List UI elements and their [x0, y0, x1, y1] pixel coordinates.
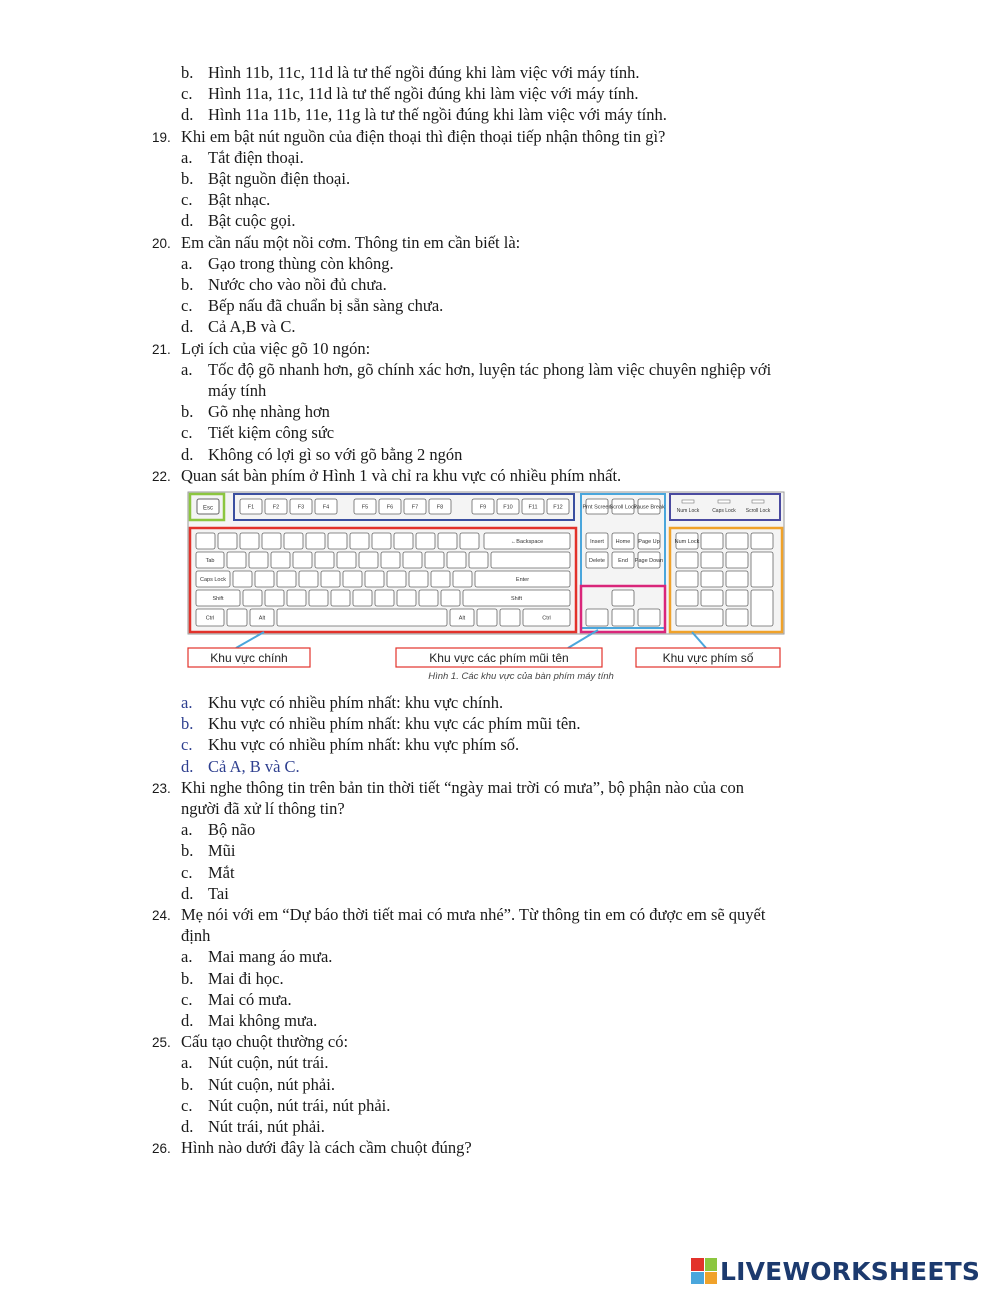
option-text: Nút cuộn, nút trái, nút phải.: [208, 1095, 391, 1115]
indicator-ind_scroll: Scroll Lock: [745, 508, 771, 514]
option-text: Tắt điện thoại.: [208, 147, 304, 167]
key: [265, 590, 284, 606]
option-label: d.: [181, 1011, 194, 1030]
key: [271, 552, 290, 568]
option-text: Nút cuộn, nút trái.: [208, 1053, 329, 1073]
key-f4-label: F4: [322, 504, 330, 511]
key: [331, 590, 350, 606]
liveworksheets-logo[interactable]: [691, 1256, 980, 1286]
option-label: d.: [181, 105, 194, 125]
key-numlock-label: Num Lock: [674, 539, 700, 545]
option-text: Hình 11a 11b, 11e, 11g là tư thế ngồi đúng khi làm việc với máy tính.: [208, 105, 667, 125]
key: [453, 571, 472, 587]
key: [387, 571, 406, 587]
question-number: 23.: [152, 780, 171, 796]
key-backspace-label: ←Backspace: [510, 539, 544, 545]
indicator-light: [682, 500, 694, 503]
option-label: b.: [181, 841, 194, 861]
key: [240, 533, 259, 549]
key-down: [612, 609, 634, 626]
key-f3-label: F3: [297, 504, 305, 511]
question-number: 20.: [152, 235, 171, 251]
option-label: a.: [181, 693, 193, 712]
key: [381, 552, 400, 568]
option-text: Không có lợi gì so với gõ bằng 2 ngón: [208, 444, 463, 464]
indicator-light: [718, 500, 730, 503]
question-number: 26.: [152, 1141, 171, 1157]
key: [676, 571, 698, 587]
key: [397, 590, 416, 606]
key-alt-left-label: Alt: [258, 615, 266, 622]
key-f11-label: F11: [528, 504, 538, 511]
option-text: Mai mang áo mưa.: [208, 947, 333, 967]
option-label: a.: [181, 820, 193, 840]
key-f2-label: F2: [272, 504, 280, 511]
key: [701, 533, 723, 549]
key-enter-label: Enter: [515, 577, 530, 583]
option-text: Khu vực có nhiều phím nhất: khu vực các phím mũi tên.: [208, 714, 581, 734]
option-label: d.: [181, 1117, 194, 1136]
option-text: Hình 11a, 11c, 11d là tư thế ngồi đúng khi làm việc với máy tính.: [208, 84, 639, 104]
key-dot: [726, 609, 748, 626]
key-win: [227, 609, 247, 626]
key-f7-label: F7: [411, 504, 419, 511]
option-text: Bộ não: [208, 820, 256, 840]
key: [726, 571, 748, 587]
option-text: Khu vực có nhiều phím nhất: khu vực phím số.: [208, 735, 520, 755]
key-space: [277, 609, 447, 626]
key: [365, 571, 384, 587]
key-plus: [751, 552, 773, 587]
option-text: Hình 11b, 11c, 11d là tư thế ngồi đúng khi làm việc với máy tính.: [208, 63, 640, 82]
key: [218, 533, 237, 549]
option-text: Mắt: [208, 862, 235, 882]
indicator-light: [752, 500, 764, 503]
option-text: Gạo trong thùng còn không.: [208, 253, 394, 273]
option-label: b.: [181, 968, 194, 988]
key: [227, 552, 246, 568]
key: [315, 552, 334, 568]
question-text: Mẹ nói với em “Dự báo thời tiết mai có mưa nhé”. Từ thông tin em có được em sẽ quyết: [181, 905, 766, 924]
option-label: b.: [181, 63, 194, 82]
key-insert-label: Insert: [590, 539, 604, 545]
key: [306, 533, 325, 549]
label-arrows-area: Khu vực các phím mũi tên: [429, 651, 569, 665]
key-f10-label: F10: [503, 504, 513, 511]
key: [701, 552, 723, 568]
key: [375, 590, 394, 606]
option-text: Gõ nhẹ nhàng hơn: [208, 402, 330, 422]
option-label: b.: [181, 402, 194, 422]
key-pgdn-label: Page Down: [634, 558, 664, 564]
question-text: Quan sát bàn phím ở Hình 1 và chỉ ra khu vực có nhiều phím nhất.: [181, 465, 622, 485]
key-tab-label: Tab: [205, 558, 215, 564]
option-label: a.: [181, 1053, 193, 1073]
option-label: b.: [181, 169, 194, 188]
option-text: Mũi: [208, 841, 236, 861]
question-text: Lợi ích của việc gõ 10 ngón:: [181, 338, 371, 358]
keyboard-figure: [186, 490, 786, 684]
question-number: 21.: [152, 341, 171, 357]
option-text: Nước cho vào nồi đủ chưa.: [208, 275, 387, 294]
key: [249, 552, 268, 568]
option-label: c.: [181, 84, 193, 104]
label-numpad-area: Khu vực phím số: [662, 651, 754, 665]
key: [409, 571, 428, 587]
question-number: 19.: [152, 129, 171, 145]
option-text: Nút cuộn, nút phải.: [208, 1074, 335, 1094]
option-label: a.: [181, 253, 193, 273]
option-label: c.: [181, 423, 193, 443]
option-text: Bật nguồn điện thoại.: [208, 169, 351, 188]
key: [359, 552, 378, 568]
brand-name: LIVEWORKSHEETS: [720, 1256, 981, 1286]
option-label: d.: [181, 211, 194, 231]
key: [309, 590, 328, 606]
key-f8-label: F8: [436, 504, 444, 511]
key-win: [477, 609, 497, 626]
key: [350, 533, 369, 549]
key-menu: [500, 609, 520, 626]
question-number: 22.: [152, 468, 171, 484]
key: [372, 533, 391, 549]
key: [233, 571, 252, 587]
key-pause-label: Pause Break: [633, 504, 665, 511]
key: [262, 533, 281, 549]
key: [425, 552, 444, 568]
question-text: Hình nào dưới đây là cách cầm chuột đúng?: [181, 1138, 472, 1158]
key: [676, 552, 698, 568]
option-text: Tiết kiệm công sức: [208, 423, 335, 443]
option-label: d.: [181, 444, 194, 464]
key: [701, 590, 723, 606]
option-label: d.: [181, 883, 194, 903]
key-delete-label: Delete: [589, 558, 605, 564]
label-main-area: Khu vực chính: [210, 651, 288, 665]
key-alt-right-label: Alt: [458, 615, 466, 622]
key: [419, 590, 438, 606]
key: [726, 533, 748, 549]
key: [277, 571, 296, 587]
option-text: Mai không mưa.: [208, 1011, 318, 1030]
key: [431, 571, 450, 587]
key: [403, 552, 422, 568]
key: [287, 590, 306, 606]
key: [447, 552, 466, 568]
key-end-label: End: [618, 558, 628, 564]
key: [343, 571, 362, 587]
key: [243, 590, 262, 606]
question-text-cont: người đã xử lí thông tin?: [181, 799, 345, 818]
key-f12-label: F12: [553, 504, 563, 511]
option-text: Khu vực có nhiều phím nhất: khu vực chính.: [208, 693, 504, 712]
key: [491, 552, 570, 568]
key-right: [638, 609, 660, 626]
key-ctrl-left-label: Ctrl: [205, 615, 215, 622]
option-text: Tai: [208, 883, 229, 903]
key: [416, 533, 435, 549]
question-text: Khi em bật nút nguồn của điện thoại thì điện thoại tiếp nhận thông tin gì?: [181, 126, 666, 146]
key: [726, 552, 748, 568]
key: [441, 590, 460, 606]
key-shift-right-label: Shift: [510, 596, 523, 602]
option-label: c.: [181, 989, 193, 1009]
option-text: Mai có mưa.: [208, 989, 292, 1009]
key: [394, 533, 413, 549]
question-text-cont: định: [181, 926, 211, 946]
indicator-ind_caps: Caps Lock: [712, 508, 736, 514]
option-label: a.: [181, 359, 193, 379]
option-text: Cả A, B và C.: [208, 756, 300, 776]
key: [196, 533, 215, 549]
option-label: c.: [181, 296, 193, 316]
key: [328, 533, 347, 549]
question-text: Khi nghe thông tin trên bản tin thời tiết “ngày mai trời có mưa”, bộ phận nào của con: [181, 777, 744, 797]
key: [701, 571, 723, 587]
option-label: d.: [181, 317, 194, 337]
logo-icon: [691, 1258, 717, 1284]
key: [726, 590, 748, 606]
key: [321, 571, 340, 587]
key: [751, 533, 773, 549]
option-text: Bếp nấu đã chuẩn bị sẵn sàng chưa.: [208, 296, 444, 316]
figure-caption: Hình 1. Các khu vực của bàn phím máy tính: [428, 671, 614, 682]
question-number: 25.: [152, 1035, 171, 1051]
option-text: Cả A,B và C.: [208, 317, 296, 337]
option-label: b.: [181, 275, 194, 294]
question-text: Cấu tạo chuột thường có:: [181, 1032, 349, 1052]
option-label: c.: [181, 862, 193, 882]
key-shift-left-label: Shift: [212, 596, 224, 602]
question-number: 24.: [152, 908, 171, 923]
option-text: Tốc độ gõ nhanh hơn, gõ chính xác hơn, luyện tác phong làm việc chuyên nghiệp với: [208, 359, 772, 379]
key-f6-label: F6: [386, 504, 394, 511]
key-f1-label: F1: [247, 504, 255, 511]
key: [353, 590, 372, 606]
question-text: Em cần nấu một nồi cơm. Thông tin em cần biết là:: [181, 232, 521, 252]
key-f9-label: F9: [479, 504, 487, 511]
key-left: [586, 609, 608, 626]
key: [255, 571, 274, 587]
option-text: Nút trái, nút phải.: [208, 1117, 325, 1136]
option-label: c.: [181, 1095, 193, 1115]
key-home-label: Home: [615, 539, 631, 545]
option-text: Bật nhạc.: [208, 190, 271, 210]
option-label: a.: [181, 947, 193, 967]
key-esc: Esc: [202, 505, 214, 512]
key-caps-label: Caps Lock: [200, 577, 226, 583]
key-pgup-label: Page Up: [638, 539, 660, 545]
key: [460, 533, 479, 549]
indicator-ind_num: Num Lock: [676, 508, 700, 514]
option-text: Mai đi học.: [208, 968, 284, 988]
key-scroll-label: Scroll Lock: [609, 504, 637, 511]
key: [299, 571, 318, 587]
option-label: b.: [181, 1074, 194, 1094]
key-f5-label: F5: [361, 504, 369, 511]
option-text-cont: máy tính: [208, 381, 267, 400]
key: [469, 552, 488, 568]
option-label: c.: [181, 190, 193, 210]
key-zero: [676, 609, 723, 626]
key: [293, 552, 312, 568]
key: [284, 533, 303, 549]
key: [438, 533, 457, 549]
option-label: c.: [181, 735, 193, 755]
option-label: d.: [181, 756, 194, 776]
key-ctrl-right-label: Ctrl: [542, 615, 551, 622]
key: [676, 590, 698, 606]
key-up: [612, 590, 634, 606]
option-text: Bật cuộc gọi.: [208, 211, 296, 231]
key: [337, 552, 356, 568]
option-label: a.: [181, 147, 193, 167]
key-enter-num: [751, 590, 773, 626]
option-label: b.: [181, 714, 194, 734]
key-prtsc-label: Prnt Screen: [582, 504, 612, 511]
